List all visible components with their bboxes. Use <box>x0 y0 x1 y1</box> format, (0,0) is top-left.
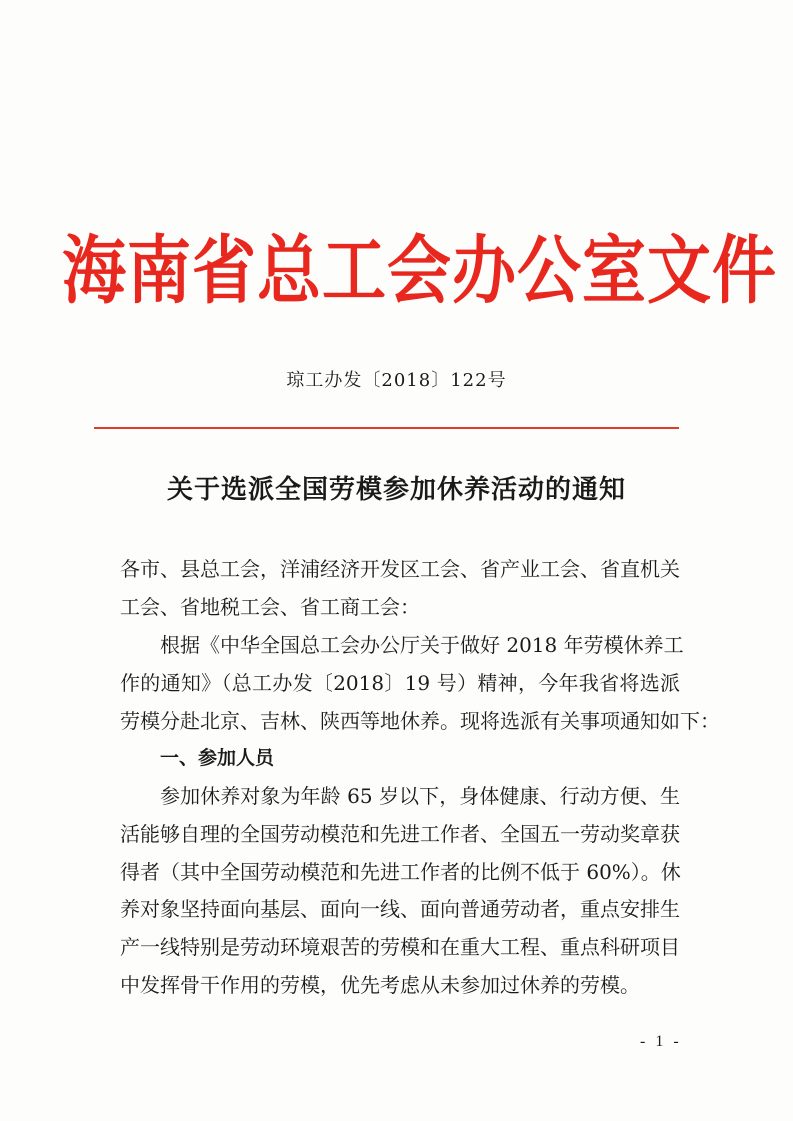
body-line: 各市、县总工会，洋浦经济开发区工会、省产业工会、省直机关 <box>120 557 680 581</box>
document-number: 琼工办发〔2018〕122号 <box>286 370 507 391</box>
body-line: 产一线特别是劳动环境艰苦的劳模和在重大工程、重点科研项目 <box>120 935 680 959</box>
body-line: 参加休养对象为年龄 65 岁以下，身体健康、行动方便、生 <box>160 784 680 808</box>
page-number: - 1 - <box>640 1033 682 1050</box>
body-line: 工会、省地税工会、省工商工会： <box>120 595 420 619</box>
masthead-title: 海南省总工会办公室文件 <box>62 229 777 315</box>
notice-title: 关于选派全国劳模参加休养活动的通知 <box>166 475 626 505</box>
body-line: 作的通知》（总工办发〔2018〕19 号）精神，今年我省将选派 <box>120 671 680 695</box>
body-line: 得者（其中全国劳动模范和先进工作者的比例不低于 60%）。休 <box>120 860 681 884</box>
body-line: 根据《中华全国总工会办公厅关于做好 2018 年劳模休养工 <box>160 633 684 657</box>
body-line: 活能够自理的全国劳动模范和先进工作者、全国五一劳动奖章获 <box>120 822 680 846</box>
body-line: 劳模分赴北京、吉林、陕西等地休养。现将选派有关事项通知如下： <box>120 709 720 733</box>
body-line: 中发挥骨干作用的劳模，优先考虑从未参加过休养的劳模。 <box>120 973 640 997</box>
section-heading: 一、参加人员 <box>160 747 275 769</box>
body-line: 养对象坚持面向基层、面向一线、面向普通劳动者，重点安排生 <box>120 897 680 921</box>
red-divider-rule <box>94 427 679 429</box>
